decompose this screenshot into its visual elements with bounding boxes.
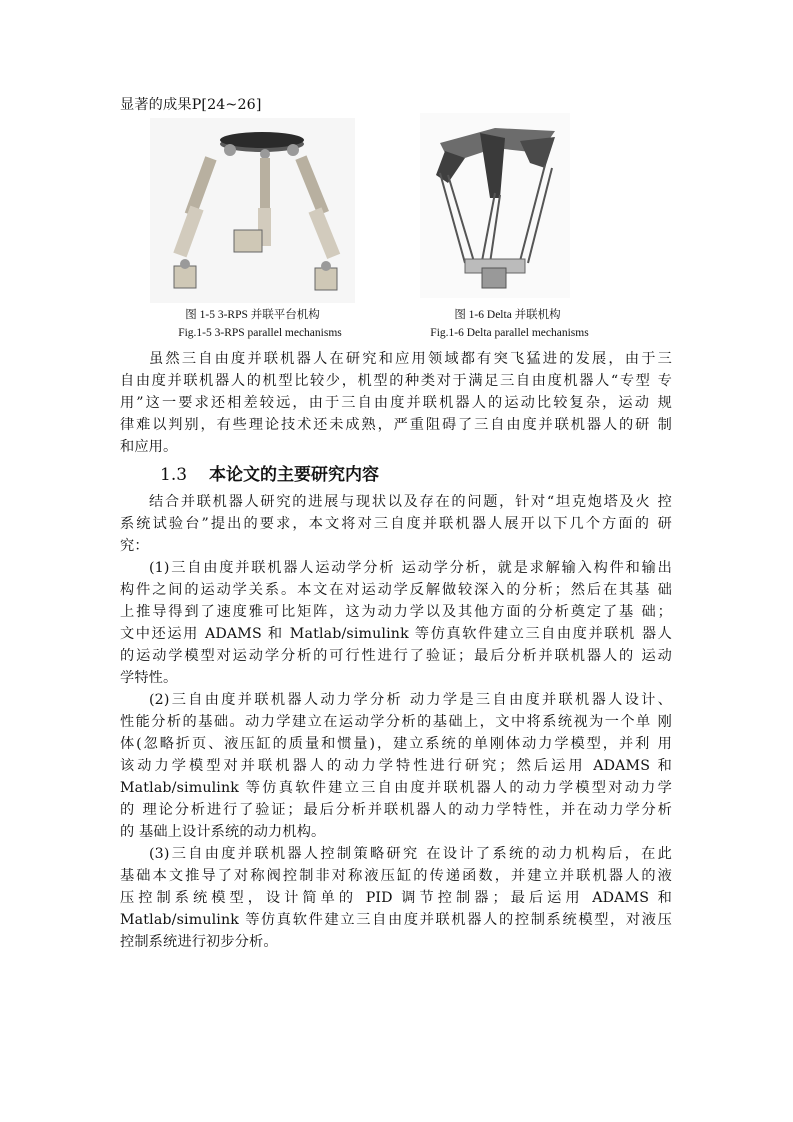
section-number: 1.3 — [160, 465, 188, 485]
figure-3rps-image — [150, 118, 355, 303]
para5-line: 控制系统进行初步分析。 — [120, 934, 278, 950]
section-heading — [160, 460, 379, 485]
para4-line: 的 基础上设计系统的动力机构。 — [120, 824, 326, 840]
para3-line: 上推导得到了速度雅可比矩阵，这为动力学以及其他方面的分析奠定了基 础； — [120, 604, 672, 620]
top-line: 显著的成果P[24~26] — [120, 97, 262, 113]
para5-line: 压控制系统模型，设计简单的 PID 调节控制器；最后运用 ADAMS 和 — [120, 890, 672, 906]
para5-line: Matlab/simulink 等仿真软件建立三自由度并联机器人的控制系统模型，对液压 — [120, 912, 672, 928]
figure-delta-image — [420, 113, 570, 298]
figure-delta-caption-en: Fig.1-6 Delta parallel mechanisms — [430, 327, 589, 339]
para5-line: (3)三自由度并联机器人控制策略研究 在设计了系统的动力机构后，在此 — [149, 846, 672, 862]
para4-line: 的 理论分析进行了验证；最后分析并联机器人的动力学特性，并在动力学分析 — [120, 802, 672, 818]
para2-line: 系统试验台”提出的要求，本文将对三自度并联机器人展开以下几个方面的 研 — [120, 516, 672, 532]
para4-line: 该动力学模型对并联机器人的动力学特性进行研究；然后运用 ADAMS 和 — [120, 758, 672, 774]
para4-line: 性能分析的基础。动力学建立在运动学分析的基础上，文中将系统视为一个单 刚 — [120, 714, 672, 730]
para1-line: 虽然三自由度并联机器人在研究和应用领域都有突飞猛进的发展，由于三 — [149, 351, 672, 367]
para4-line: Matlab/simulink 等仿真软件建立三自由度并联机器人的动力学模型对动力学 — [120, 780, 672, 796]
para1-line: 用”这一要求还相差较远，由于三自由度并联机器人的运动比较复杂，运动 规 — [120, 395, 672, 411]
para1-line: 自由度并联机器人的机型比较少，机型的种类对于满足三自由度机器人“专型 专 — [120, 373, 672, 389]
para3-line: 的运动学模型对运动学分析的可行性进行了验证；最后分析并联机器人的 运动 — [120, 648, 672, 664]
para3-line: 学特性。 — [120, 670, 178, 686]
para1-line: 律难以判别，有些理论技术还未成熟，严重阻碍了三自由度并联机器人的研 制 — [120, 417, 672, 433]
para2-line: 结合并联机器人研究的进展与现状以及存在的问题，针对“坦克炮塔及火 控 — [149, 494, 672, 510]
para4-line: 体(忽略折页、液压缸的质量和惯量)，建立系统的单刚体动力学模型，并利 用 — [120, 736, 672, 752]
para3-line: 文中还运用 ADAMS 和 Matlab/simulink 等仿真软件建立三自由度并联机 器人 — [120, 626, 672, 642]
para2-line: 究： — [120, 538, 149, 554]
figure-delta-caption-cn: 图 1-6 Delta 并联机构 — [454, 309, 561, 321]
section-title: 本论文的主要研究内容 — [209, 465, 380, 485]
para3-line: (1)三自由度并联机器人运动学分析 运动学分析，就是求解输入构件和输出 — [149, 560, 672, 576]
figure-3rps-caption-en: Fig.1-5 3-RPS parallel mechanisms — [178, 327, 342, 339]
para5-line: 基础本文推导了对称阀控制非对称液压缸的传递函数，并建立并联机器人的液 — [120, 868, 672, 884]
para4-line: (2)三自由度并联机器人动力学分析 动力学是三自由度并联机器人设计、 — [149, 692, 672, 708]
para1-line: 和应用。 — [120, 439, 178, 455]
figure-3rps-caption-cn: 图 1-5 3-RPS 并联平台机构 — [185, 309, 320, 321]
para3-line: 构件之间的运动学关系。本文在对运动学反解做较深入的分析；然后在其基 础 — [120, 582, 672, 598]
